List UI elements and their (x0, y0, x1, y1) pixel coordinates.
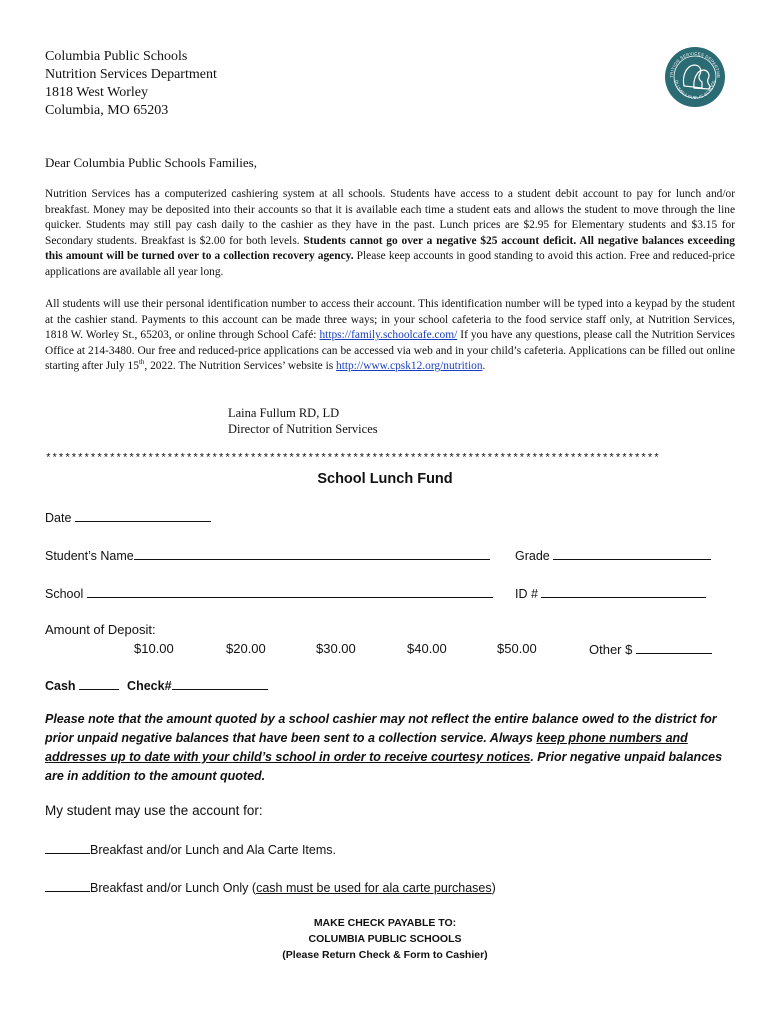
signature-name: Laina Fullum RD, LD (228, 406, 340, 420)
student-name-label: Student’s Name (45, 549, 134, 563)
date-label: Date (45, 511, 75, 525)
id-blank[interactable] (541, 585, 706, 598)
cash-label: Cash (45, 679, 80, 693)
other-amount-label: Other $ (589, 642, 636, 657)
grade-field[interactable] (515, 547, 711, 563)
amount-option-10[interactable]: $10.00 (134, 641, 174, 656)
ordinal-suffix: th (138, 358, 145, 367)
id-label: ID # (515, 587, 542, 601)
department-address (45, 48, 217, 120)
svg-text:COLUMBIA PUBLIC SCHOOLS: OLUMBIA PUBLIC SCHOOL (673, 79, 717, 101)
amount-option-40[interactable]: $40.00 (407, 641, 447, 656)
option-1-blank[interactable] (45, 842, 90, 854)
school-label: School (45, 587, 87, 601)
address-line-2: Nutrition Services Department (45, 67, 217, 82)
footer-line-2: COLUMBIA PUBLIC SCHOOLS (308, 933, 462, 945)
school-blank[interactable] (87, 585, 493, 598)
grade-blank[interactable] (553, 547, 711, 560)
notice-underlined-text: keep phone numbers and addresses up to date with your child’s school in order to receive courtesy notices (45, 731, 688, 764)
account-use-label: My student may use the account for: (45, 803, 263, 818)
notice-text-b: . Prior negative unpaid balances are in addition to the amount quoted. (45, 750, 723, 783)
paragraph-2-text-c: , 2022. The Nutrition Services’ website is (144, 360, 337, 373)
paragraph-2-text-a: All students will use their personal identification number to access their account. This identification number will be typed into a keypad by the student at the cashier stand. Payments to this account can be made three ways; in your school cafeteria to the food service staff only, at Nutrition Services, 1818 W. Worley St., 65203, or online through School Café: (45, 298, 735, 342)
option-breakfast-lunch-ala-carte[interactable] (45, 842, 336, 857)
form-title: School Lunch Fund (317, 471, 453, 487)
nutrition-services-seal-logo (664, 46, 726, 108)
notice-text-a: Please note that the amount quoted by a school cashier may not reflect the entire balance owed to the district for prior unpaid negative balances that have been sent to a collection service. Always (45, 712, 717, 745)
letter-paragraph-1 (45, 187, 735, 281)
footer-line-3: (Please Return Check & Form to Cashier) (282, 949, 488, 961)
option-2-label-b: ) (491, 881, 496, 895)
signature-block (228, 405, 378, 437)
paragraph-1-text-b: Please keep accounts in good standing to avoid this action. Free and reduced-price applications are available all year long. (45, 250, 735, 278)
letter-paragraph-2 (45, 297, 735, 375)
paragraph-1-bold-warning: Students cannot go over a negative $25 account deficit. All negative balances exceeding this amount will be turned over to a collection recovery agency. (45, 234, 735, 263)
option-2-blank[interactable] (45, 880, 90, 892)
amount-option-20[interactable]: $20.00 (226, 641, 266, 656)
paragraph-2-text-d: . (482, 360, 486, 373)
svg-text:NUTRITION SERVICES DEPARTMENT: TRITION SERVICES DEPARTME (668, 50, 722, 79)
date-field[interactable] (45, 509, 211, 525)
schoolcafe-link[interactable]: https://family.schoolcafe.com/ (319, 329, 458, 342)
cash-blank[interactable] (79, 677, 119, 690)
option-breakfast-lunch-only[interactable] (45, 880, 496, 895)
paragraph-2-text-b: If you have any questions, please call the Nutrition Services Office at 214-3480. Our free and reduced-price applications can be accessed via web and in your child’s cafeteria. Applications can be filled out online starting after July 15 (45, 329, 735, 373)
grade-label: Grade (515, 549, 554, 563)
school-field[interactable] (45, 585, 493, 601)
check-label: Check# (127, 679, 172, 693)
option-2-label-a: Breakfast and/or Lunch Only ( (90, 881, 257, 895)
nutrition-website-link[interactable]: http://www.cpsk12.org/nutrition (336, 360, 483, 373)
signature-title: Director of Nutrition Services (228, 422, 378, 436)
amount-option-50[interactable]: $50.00 (497, 641, 537, 656)
amount-of-deposit-label: Amount of Deposit: (45, 622, 156, 637)
address-line-4: Columbia, MO 65203 (45, 103, 169, 118)
check-number-blank[interactable] (172, 677, 268, 690)
id-field[interactable] (515, 585, 706, 601)
address-line-3: 1818 West Worley (45, 85, 148, 100)
other-amount-blank[interactable] (636, 641, 712, 654)
payment-method-row (45, 677, 268, 693)
asterisk-separator: ************************************************************************************************ (45, 453, 660, 465)
student-name-blank[interactable] (134, 547, 490, 560)
student-name-field[interactable] (45, 547, 490, 563)
balance-notice (45, 710, 725, 786)
paragraph-1-text-a: Nutrition Services has a computerized cashiering system at all schools. Students have access to a student debit account to pay for lunch and/or breakfast. Money may be deposited into their accounts so that it is available each time a student eats and allows the student to move through the line quicker. Students may still pay cash daily to the cashier as they have in the past. Lunch prices are $2.95 for Elementary students and $3.15 for Secondary students. Breakfast is $2.00 for both levels. (45, 188, 735, 247)
amount-option-other[interactable] (589, 641, 712, 657)
payment-instructions (0, 915, 770, 963)
footer-line-1: MAKE CHECK PAYABLE TO: (313, 917, 457, 929)
option-2-underlined: cash must be used for ala carte purchases (256, 881, 492, 895)
option-1-label: Breakfast and/or Lunch and Ala Carte Items. (90, 843, 336, 857)
date-blank[interactable] (75, 509, 211, 522)
address-line-1: Columbia Public Schools (45, 49, 188, 64)
amount-option-30[interactable]: $30.00 (316, 641, 356, 656)
letter-greeting: Dear Columbia Public Schools Families, (45, 155, 257, 170)
